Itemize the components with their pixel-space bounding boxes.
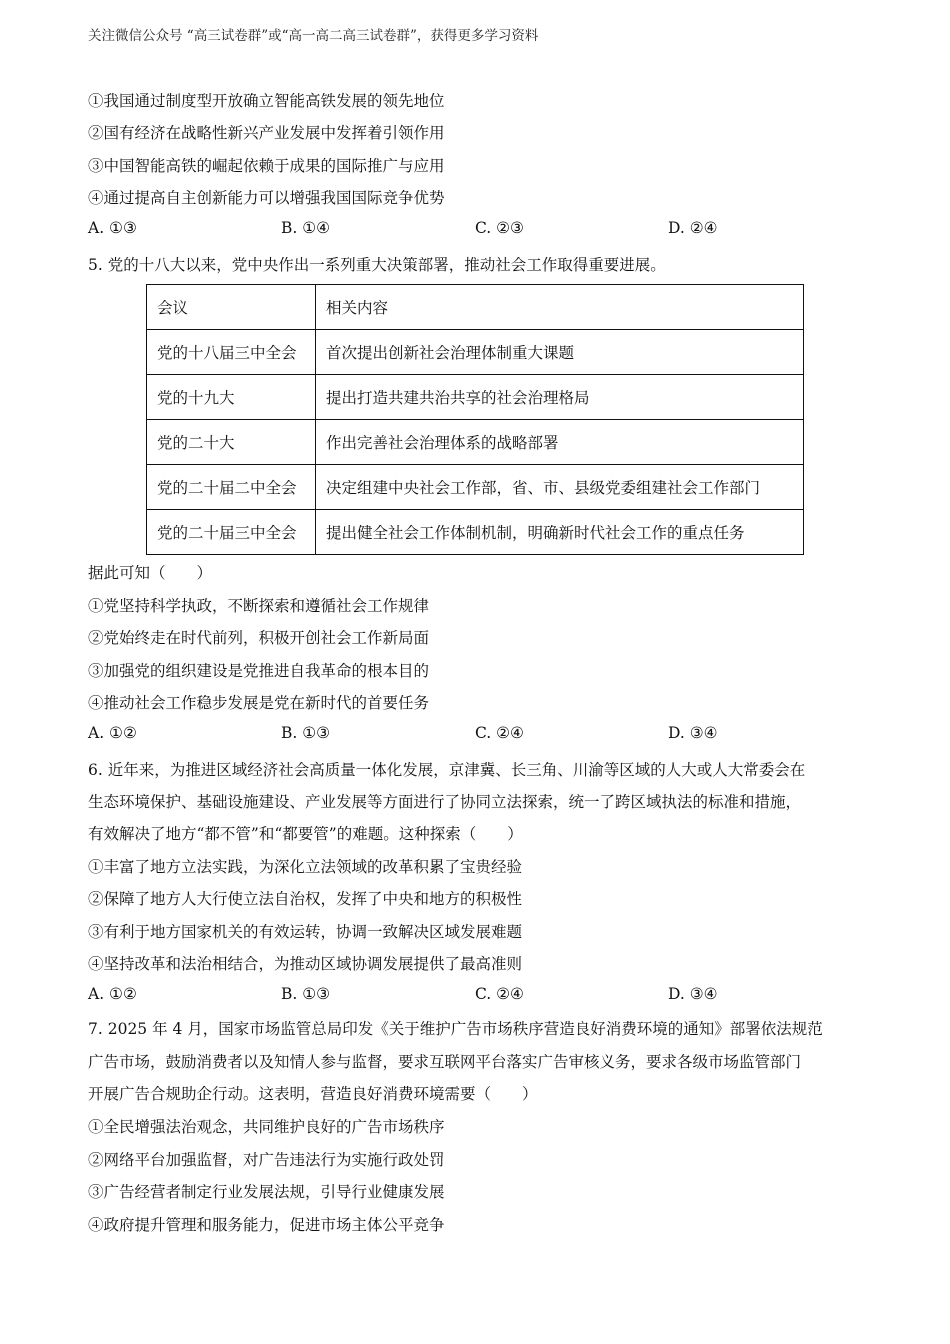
q5-stem: 5. 党的十八大以来，党中央作出一系列重大决策部署，推动社会工作取得重要进展。 <box>88 256 666 274</box>
q7-item-1: ①全民增强法治观念，共同维护良好的广告市场秩序 <box>88 1118 445 1136</box>
q7-item-4: ④政府提升管理和服务能力，促进市场主体公平竞争 <box>88 1216 445 1234</box>
table-row <box>147 465 804 510</box>
q6-item-3: ③有利于地方国家机关的有效运转，协调一致解决区域发展难题 <box>88 923 523 941</box>
q5-table-content: 决定组建中央社会工作部，省、市、县级党委组建社会工作部门 <box>316 465 804 510</box>
table-row <box>147 375 804 420</box>
q5-item-4: ④推动社会工作稳步发展是党在新时代的首要任务 <box>88 694 430 712</box>
q7-stem-line-1: 7. 2025 年 4 月，国家市场监管总局印发《关于维护广告市场秩序营造良好消费环境的通知》部署依法规范 <box>88 1020 823 1038</box>
q7-stem-line-3: 开展广告合规助企行动。这表明，营造良好消费环境需要（ ） <box>88 1085 538 1103</box>
q5-table-meeting: 党的十八届三中全会 <box>147 330 316 375</box>
q5-table-header-meeting: 会议 <box>147 285 316 330</box>
q5-option-c: C. ②④ <box>475 724 524 742</box>
q4-option-a: A. ①③ <box>88 219 137 237</box>
q5-item-3: ③加强党的组织建设是党推进自我革命的根本目的 <box>88 662 430 680</box>
q7-item-2: ②网络平台加强监督，对广告违法行为实施行政处罚 <box>88 1151 445 1169</box>
q5-table-header-content: 相关内容 <box>316 285 804 330</box>
q5-option-d: D. ③④ <box>668 724 718 742</box>
q4-options <box>88 219 788 241</box>
q5-table-meeting: 党的二十届三中全会 <box>147 510 316 555</box>
page-header-notice: 关注微信公众号 “高三试卷群”或“高一高二高三试卷群”，获得更多学习资料 <box>88 28 539 44</box>
q5-table-content: 首次提出创新社会治理体制重大课题 <box>316 330 804 375</box>
q5-table-content: 提出健全社会工作体制机制，明确新时代社会工作的重点任务 <box>316 510 804 555</box>
q5-option-a: A. ①② <box>88 724 137 742</box>
q7-stem-line-2: 广告市场，鼓励消费者以及知情人参与监督，要求互联网平台落实广告审核义务，要求各级市场监管部门 <box>88 1053 802 1071</box>
q4-item-3: ③中国智能高铁的崛起依赖于成果的国际推广与应用 <box>88 157 445 175</box>
table-row <box>147 420 804 465</box>
q5-option-b: B. ①③ <box>281 724 331 742</box>
q5-item-1: ①党坚持科学执政，不断探索和遵循社会工作规律 <box>88 597 430 615</box>
q4-option-d: D. ②④ <box>668 219 718 237</box>
q6-option-b: B. ①③ <box>281 985 331 1003</box>
q5-item-2: ②党始终走在时代前列，积极开创社会工作新局面 <box>88 629 430 647</box>
q6-stem-line-2: 生态环境保护、基础设施建设、产业发展等方面进行了协同立法探索，统一了跨区域执法的标准和措施， <box>88 793 802 811</box>
q6-stem-line-3: 有效解决了地方“都不管”和“都要管”的难题。这种探索（ ） <box>88 825 523 843</box>
q5-table-meeting: 党的十九大 <box>147 375 316 420</box>
q6-options <box>88 985 788 1007</box>
q5-table-content: 提出打造共建共治共享的社会治理格局 <box>316 375 804 420</box>
q4-item-4: ④通过提高自主创新能力可以增强我国国际竞争优势 <box>88 189 445 207</box>
q5-table-meeting: 党的二十届二中全会 <box>147 465 316 510</box>
q5-ask: 据此可知（ ） <box>88 564 213 582</box>
table-row <box>147 510 804 555</box>
q5-table-meeting: 党的二十大 <box>147 420 316 465</box>
q4-item-1: ①我国通过制度型开放确立智能高铁发展的领先地位 <box>88 92 445 110</box>
q5-table-header-row <box>147 285 804 330</box>
q6-stem-line-1: 6. 近年来，为推进区域经济社会高质量一体化发展，京津冀、长三角、川渝等区域的人大或人大常委会在 <box>88 761 806 779</box>
q6-item-2: ②保障了地方人大行使立法自治权，发挥了中央和地方的积极性 <box>88 890 523 908</box>
q6-item-1: ①丰富了地方立法实践，为深化立法领域的改革积累了宝贵经验 <box>88 858 523 876</box>
q4-option-b: B. ①④ <box>281 219 331 237</box>
q6-option-c: C. ②④ <box>475 985 524 1003</box>
q6-option-a: A. ①② <box>88 985 137 1003</box>
q5-table-content: 作出完善社会治理体系的战略部署 <box>316 420 804 465</box>
q5-table <box>146 284 804 555</box>
q6-item-4: ④坚持改革和法治相结合，为推动区域协调发展提供了最高准则 <box>88 955 523 973</box>
table-row <box>147 330 804 375</box>
q7-item-3: ③广告经营者制定行业发展法规，引导行业健康发展 <box>88 1183 445 1201</box>
q5-options <box>88 724 788 746</box>
q4-option-c: C. ②③ <box>475 219 524 237</box>
q4-item-2: ②国有经济在战略性新兴产业发展中发挥着引领作用 <box>88 124 445 142</box>
q6-option-d: D. ③④ <box>668 985 718 1003</box>
